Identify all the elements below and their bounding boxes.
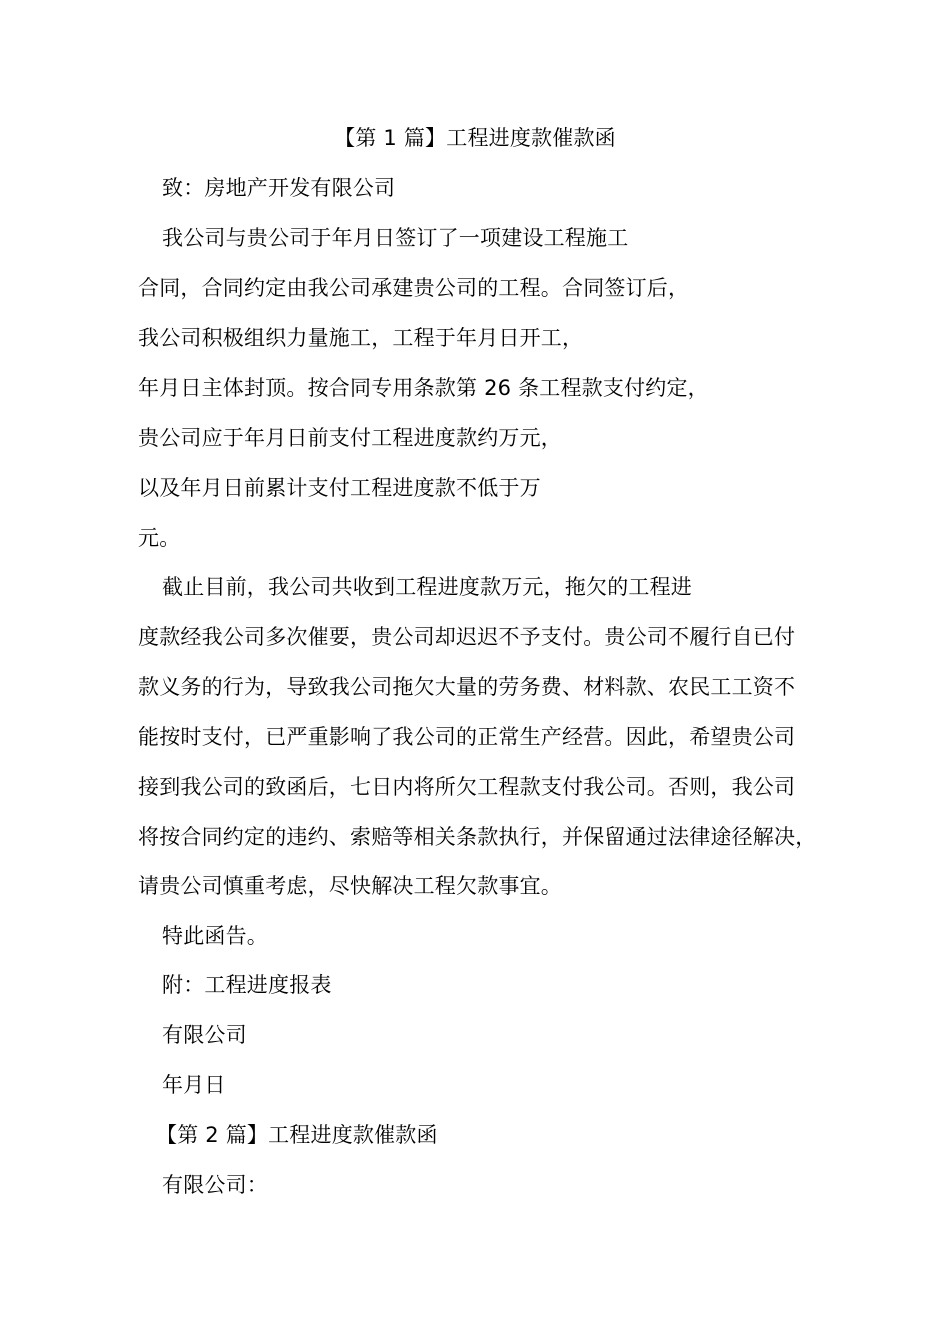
paragraph-1-line-2: 合同，合同约定由我公司承建贵公司的工程。合同签订后，: [138, 276, 690, 300]
paragraph-1-line-3: 我公司积极组织力量施工，工程于年月日开工，: [138, 326, 584, 350]
recipient-line: 致：房地产开发有限公司: [162, 176, 396, 200]
paragraph-1-line-4: 年月日主体封顶。按合同专用条款第 26 条工程款支付约定，: [138, 376, 709, 400]
paragraph-2-line-4: 能按时支付，已严重影响了我公司的正常生产经营。因此，希望贵公司: [138, 725, 796, 749]
paragraph-2-line-6: 将按合同约定的违约、索赔等相关条款执行，并保留通过法律途径解决，: [138, 825, 817, 849]
signature-date: 年月日: [162, 1073, 226, 1097]
paragraph-1-line-7: 元。: [138, 526, 181, 550]
closing-line: 特此函告。: [162, 924, 268, 948]
paragraph-1-line-5: 贵公司应于年月日前支付工程进度款约万元，: [138, 426, 562, 450]
attachment-line: 附：工程进度报表: [162, 973, 332, 997]
recipient-line-2: 有限公司：: [162, 1173, 268, 1197]
paragraph-2-line-1: 截止目前，我公司共收到工程进度款万元，拖欠的工程进: [162, 575, 692, 599]
paragraph-1-line-6: 以及年月日前累计支付工程进度款不低于万: [138, 476, 541, 500]
document-title-2: 【第 2 篇】工程进度款催款函: [156, 1123, 438, 1147]
paragraph-2-line-7: 请贵公司慎重考虑，尽快解决工程欠款事宜。: [138, 874, 562, 898]
document-title-1: 【第 1 篇】工程进度款催款函: [334, 126, 616, 150]
signature-company: 有限公司: [162, 1023, 247, 1047]
paragraph-2-line-3: 款义务的行为，导致我公司拖欠大量的劳务费、材料款、农民工工资不: [138, 675, 796, 699]
paragraph-1-line-1: 我公司与贵公司于年月日签订了一项建设工程施工: [162, 226, 629, 250]
paragraph-2-line-5: 接到我公司的致函后，七日内将所欠工程款支付我公司。否则，我公司: [138, 775, 796, 799]
paragraph-2-line-2: 度款经我公司多次催要，贵公司却迟迟不予支付。贵公司不履行自已付: [138, 625, 796, 649]
